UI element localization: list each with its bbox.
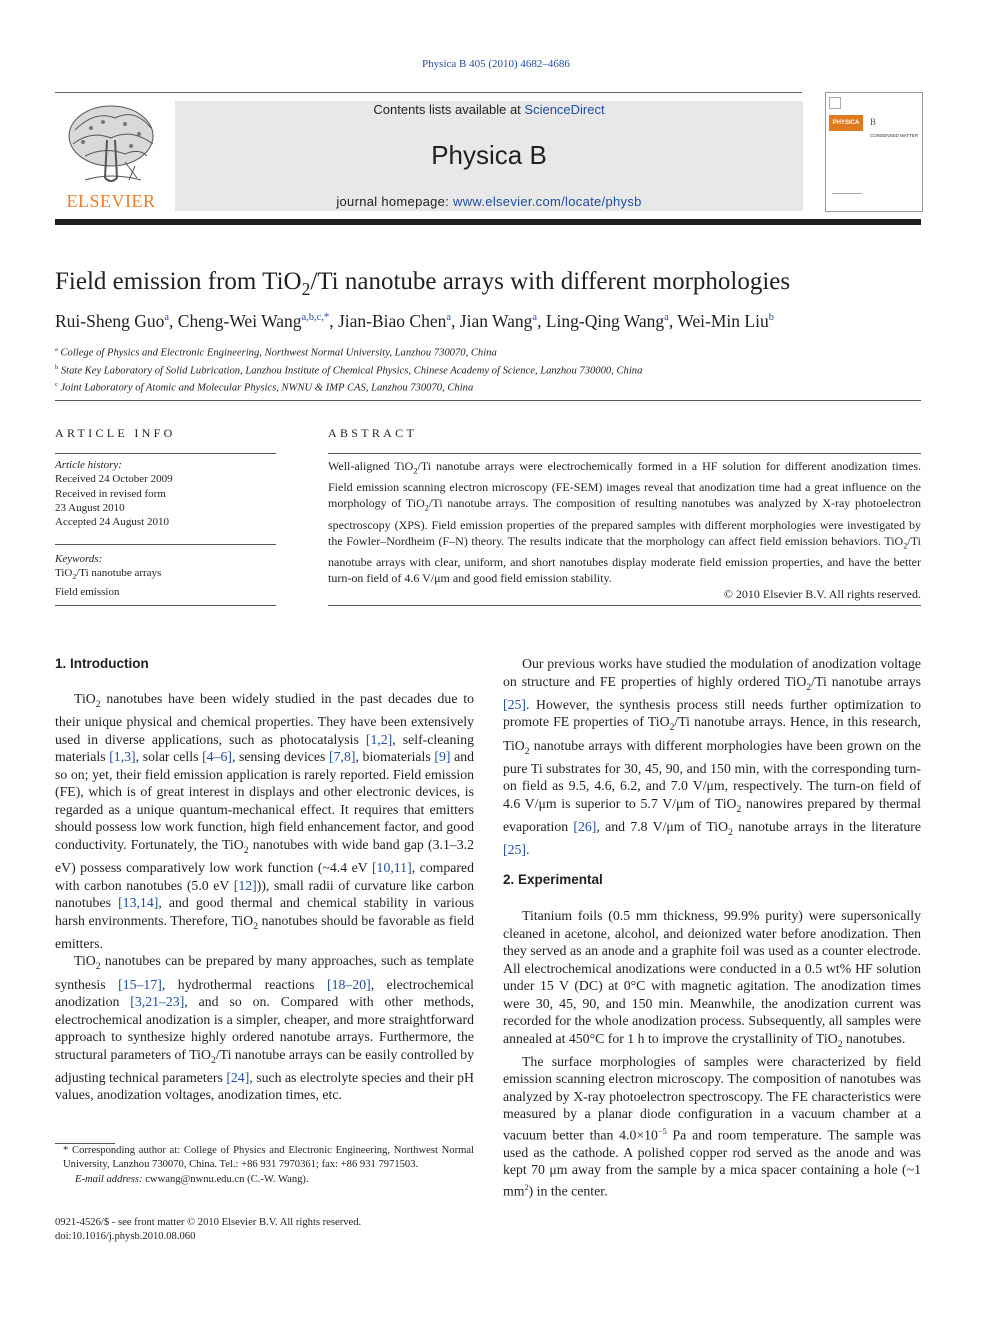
tree-icon [55,100,167,190]
title-part: /Ti nanotube arrays with different morphologies [310,268,791,295]
author-name: Jian-Biao Chen [337,311,447,331]
history-item: Received 24 October 2009 [55,473,173,486]
section-heading-experimental: 2. Experimental [503,872,603,887]
keywords-label: Keywords: [55,553,103,565]
keyword-subscript: 2 [72,572,77,582]
author-name: Wei-Min Liu [677,311,769,331]
affiliation-key: a [55,346,58,353]
abstract-heading: ABSTRACT [328,426,418,440]
corresponding-author-footnote [55,1144,474,1187]
citation-line[interactable]: Physica B 405 (2010) 4682–4686 [422,58,570,70]
cover-subtitle: CONDENSED MATTER [870,133,919,138]
author-list: Rui-Sheng Guo$^a$, Cheng-Wei Wang$^{a,b,c,*}$, Jian-Biao Chen$^a$, Jian Wang$^a$, Ling-Qing Wang$^a$, Wei-Min Liu$^b$ [55,311,774,331]
homepage-prefix: journal homepage: [336,194,454,209]
front-matter [55,1216,361,1245]
paragraph: TiO$_2$ nanotubes have been widely studied in the past decades due to their unique physical and chemical properties. They have been extensively used in diverse applications, such as photocatalysis [1,2], self-cleaning materials [1,3], solar cells [4–6], sensing devices [7,8], biomaterials [9] and so on; yet, their field emission application is rarely reported. Field emission (FE), which is of great interest in displays and other electronic devices, is regarded as a unique quantum-mechanical effect. It requires that emitters should possess low work function, high field enhancement factor, and good conductivity. Fortunately, the TiO$_2$ nanotubes with wide band gap (3.1–3.2 eV) possess comparatively low work function (~4.4 eV [10,11], compared with carbon nanotubes (5.0 eV [12])), small radii of curvature like carbon nanotubes [13,14], and good thermal and chemical stability in various harsh environments. Therefore, TiO$_2$ nanotubes should be favorable as field emitters. [55,691,475,951]
affiliation-key: b [55,363,59,371]
author-affiliation-marker[interactable]: a [664,312,669,324]
title-subscript: 2 [301,279,311,299]
cover-small-logo-icon [829,97,841,109]
article-info-rule [55,544,276,545]
abstract-text: Well-aligned TiO$_2$/Ti nanotube arrays were electrochemically formed in a HF solution for different anodization times. Field emission scanning electron microscopy (FE-SEM) images reveal that anodization time had a great influence on the morphology of TiO$_2$/Ti nanotube arrays. The composition of resulting nanotubes was analyzed by X-ray photoelectron spectroscopy (XPS). Field emission properties of the prepared samples with different morphologies were investigated by the Fowler–Nordheim (F–N) theory. The results indicate that the morphology can affect field emission behaviors. TiO$_2$/Ti nanotube arrays with clear, uniform, and short nanotubes display moderate field emission properties, and have the better turn-on field of 4.6 V/μm and good field emission stability. © 2010 Elsevier B.V. All rights reserved. [328,459,921,602]
header-rule [55,92,802,93]
elsevier-logo [55,100,167,212]
cover-footer-mark [832,193,862,204]
homepage-link[interactable]: www.elsevier.com/locate/physb [453,194,642,209]
section-heading-introduction: 1. Introduction [55,656,149,671]
article-info-rule [55,453,276,454]
affiliation-rule [55,400,921,401]
issn-line: 0921-4526/$ - see front matter © 2010 Elsevier B.V. All rights reserved. [55,1217,362,1228]
paragraph: Titanium foils (0.5 mm thickness, 99.9% purity) were supersonically cleaned in acetone, alcohol, and deionized water before anodization. Then they served as an anode and a graphite foil was used as a counter electrode. All electrochemical anodizations were conducted in a 0.5 wt% HF solution under 15 V (DC) at 0°C with magnetic agitation. The anodization times were 30, 45, 90, and 150 min. Meanwhile, the anodization current was recorded for the whole anodization process. Subsequently, all samples were annealed at 450°C for 1 h to improve the crystallinity of TiO$_2$ nanotubes. [503,908,921,1050]
article-info-heading: ARTICLE INFO [55,426,176,440]
affiliation-item [55,378,935,396]
introduction-body [55,690,474,1104]
affiliation-text: College of Physics and Electronic Engineering, Northwest Normal University, Lanzhou 730070, China [60,347,497,359]
experimental-body [503,907,921,1200]
article-info-rule [55,605,276,606]
paragraph: TiO$_2$ nanotubes can be prepared by many approaches, such as template synthesis [15–17], hydrothermal reactions [18–20], electrochemical anodization [3,21–23], and so on. Compared with other methods, electrochemical anodization is a simpler, cheaper, and more straightforward approach to synthesize highly ordered nanotube arrays. Furthermore, the structural parameters of TiO$_2$/Ti nanotube arrays can be easily controlled by adjusting technical parameters [24], such as electrolyte species and their pH values, anodization voltages, anodization times, etc. [55,953,475,1103]
affiliation-item [55,343,935,361]
author-name: Jian Wang [459,311,533,331]
contents-prefix: Contents lists available at [373,102,525,117]
cover-letter: B [870,117,877,127]
abstract-copyright: © 2010 Elsevier B.V. All rights reserved. [723,587,921,602]
doi-line[interactable]: doi:10.1016/j.physb.2010.08.060 [55,1231,196,1243]
header-thick-rule [55,219,921,225]
affiliation-key: c [55,381,58,389]
title-part: Field emission from TiO [55,268,302,295]
author-affiliation-marker[interactable]: b [768,312,774,324]
affiliation-text: State Key Laboratory of Solid Lubrication, Lanzhou Institute of Chemical Physics, Chinese Academy of Science, Lanzhou 730000, China [60,365,643,377]
author-affiliation-marker[interactable]: a [164,312,170,324]
paragraph: Our previous works have studied the modulation of anodization voltage on structure and FE properties of highly ordered TiO$_2$/Ti nanotube arrays [25]. However, the synthesis process still needs further optimization to promote FE properties of TiO$_2$/Ti nanotube arrays. Hence, in this research, TiO$_2$ nanotube arrays with different morphologies have been grown on the pure Ti substrates for 30, 45, 90, and 150 min, with the corresponding turn-on field as 9.5, 4.6, 6.2, and 7.0 V/μm, respectively. The turn-on field of 4.6 V/μm is superior to 5.7 V/μm of TiO$_2$ nanowires prepared by thermal evaporation [26], and 7.8 V/μm of TiO$_2$ nanotube arrays in the literature [25]. [503,656,922,858]
journal-cover-thumbnail[interactable] [825,92,923,212]
elsevier-wordmark: ELSEVIER [66,191,156,211]
author-name: Cheng-Wei Wang [177,311,302,331]
keyword-item [55,566,276,584]
author-affiliation-marker[interactable]: a,b,c,* [301,312,330,324]
author-affiliation-marker[interactable]: a [446,312,452,324]
homepage-line [175,194,803,209]
contents-available-line [175,102,803,117]
journal-name: Physica B [431,140,547,170]
history-label: Article history: [55,459,122,471]
keyword-part: TiO [55,567,73,580]
introduction-body-continued [503,655,921,859]
history-item: Received in revised form [55,487,166,500]
affiliation-list [55,343,935,396]
author-name: Rui-Sheng Guo [55,311,165,331]
affiliation-text: Joint Laboratory of Atomic and Molecular Physics, NWNU & IMP CAS, Lanzhou 730070, China [60,382,474,394]
history-item: Accepted 24 August 2010 [55,516,169,529]
email-link[interactable]: cwwang@nwnu.edu.cn (C.-W. Wang). [145,1173,309,1185]
author-affiliation-marker[interactable]: a [532,312,538,324]
email-label: E-mail address: [75,1173,143,1185]
keyword-item: Field emission [55,585,120,598]
sciencedirect-link[interactable]: ScienceDirect [524,102,605,117]
article-title [55,268,935,300]
affiliation-item [55,361,935,379]
article-history [55,458,276,529]
corresponding-author-text: * Corresponding author at: College of Physics and Electronic Engineering, Northwest Normal University, Lanzhou 730070, China. Tel.: +86 931 7970361; fax: +86 931 7971503. [63,1145,474,1171]
cover-title: PHYSICA [829,115,863,131]
paragraph: The surface morphologies of samples were characterized by field emission scanning electron microscopy. The composition of nanotubes was analyzed by X-ray photoelectron spectroscopy. The FE characteristics were measured by a planar diode configuration in a vacuum chamber at a vacuum better than $4.0\times 10^{-5}$ Pa and room temperature. The sample was used as the cathode. A polished copper rod served as the anode and was kept 70 μm away from the sample by a mica spacer containing a hole (~1 $mm^2$) in the center. [503,1053,921,1199]
keyword-part: /Ti nanotube arrays [76,567,162,580]
keywords [55,552,276,599]
history-item: 23 August 2010 [55,501,125,514]
abstract-rule [328,605,921,606]
author-name: Ling-Qing Wang [545,311,665,331]
abstract-rule [328,453,921,454]
